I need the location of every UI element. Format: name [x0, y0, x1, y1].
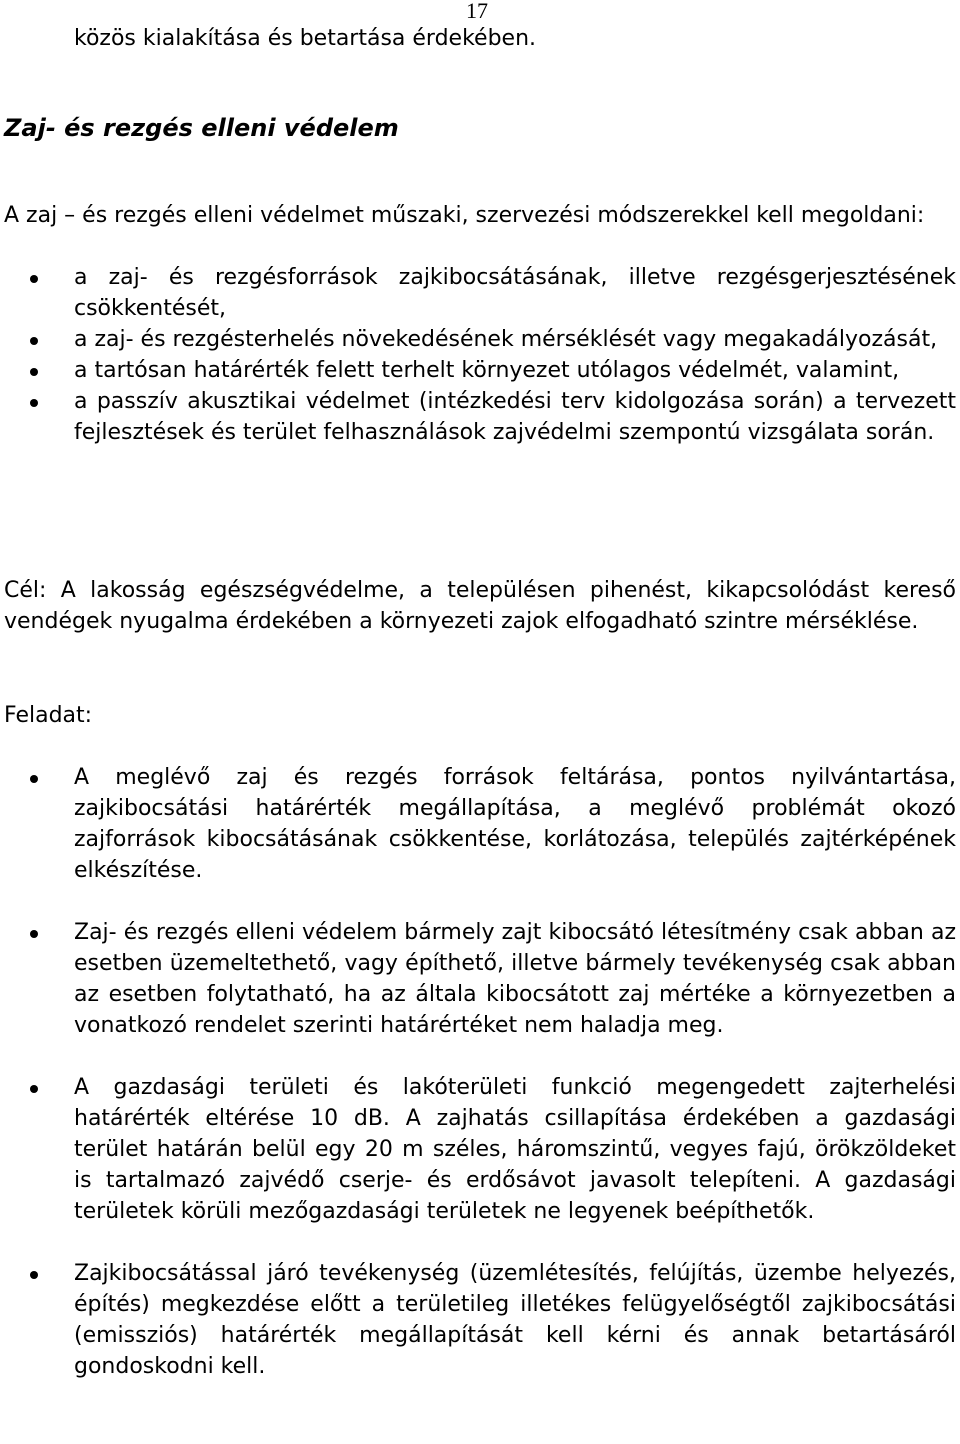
- list-item: [4, 762, 956, 886]
- bullet-icon: [30, 775, 38, 783]
- list-item: [4, 386, 956, 448]
- bullet-icon: [30, 1271, 38, 1279]
- bullet-icon: [30, 275, 38, 283]
- list-item-text: Zajkibocsátással járó tevékenység (üzemlétesítés, felújítás, üzembe helyezés, építés) megkezdése előtt a területileg illetékes felügyelőségtől zajkibocsátási (emissziós) határérték megállapítását kell kérni és annak betartásáról gondoskodni kell.: [74, 1261, 956, 1379]
- list-item: [4, 324, 956, 355]
- list-item-text: Zaj- és rezgés elleni védelem bármely zajt kibocsátó létesítmény csak abban az esetben üzemeltethető, vagy építhető, illetve bármely tevékenység csak abban az esetben folytatható, ha az általa kibocsátott zaj mértéke a környezetben a vonatkozó rendelet szerinti határértéket nem haladja meg.: [74, 920, 956, 1038]
- tasks-list: [4, 762, 956, 1382]
- list-item-text: a zaj- és rezgésforrások zajkibocsátásának, illetve rezgésgerjesztésének csökkentését,: [74, 265, 956, 321]
- bullet-icon: [30, 337, 38, 345]
- bullet-icon: [30, 1085, 38, 1093]
- list-item-text: a tartósan határérték felett terhelt környezet utólagos védelmét, valamint,: [74, 358, 900, 383]
- list-item: [4, 1072, 956, 1227]
- list-item: [4, 355, 956, 386]
- list-item: [4, 917, 956, 1041]
- list-item: [4, 1258, 956, 1382]
- continued-text-line: közös kialakítása és betartása érdekében.: [74, 26, 537, 51]
- intro-paragraph: A zaj – és rezgés elleni védelmet műszaki, szervezési módszerekkel kell megoldani:: [4, 203, 925, 228]
- bullet-icon: [30, 399, 38, 407]
- section-heading: Zaj- és rezgés elleni védelem: [4, 114, 399, 142]
- bullet-icon: [30, 368, 38, 376]
- bullet-icon: [30, 930, 38, 938]
- task-label: Feladat:: [4, 703, 93, 728]
- list-item-text: a zaj- és rezgésterhelés növekedésének mérséklését vagy megakadályozását,: [74, 327, 938, 352]
- page-number: 17: [466, 0, 488, 23]
- list-item: [4, 262, 956, 324]
- list-item-text: A gazdasági területi és lakóterületi funkció megengedett zajterhelési határérték eltérése 10 dB. A zajhatás csillapítása érdekében a gazdasági terület határán belül egy 20 m széles, háromszintű, vegyes fajú, örökzöldeket is tartalmazó zajvédő cserje- és erdősávot javasolt telepíteni. A gazdasági területek körüli mezőgazdasági területek ne legyenek beépíthetők.: [74, 1075, 956, 1224]
- goal-paragraph: Cél: A lakosság egészségvédelme, a településen pihenést, kikapcsolódást kereső vendégek nyugalma érdekében a környezeti zajok elfogadható szintre mérséklése.: [4, 578, 956, 634]
- list-item-text: a passzív akusztikai védelmet (intézkedési terv kidolgozása során) a tervezett fejlesztések és terület felhasználások zajvédelmi szempontú vizsgálata során.: [74, 389, 956, 445]
- measures-list: [4, 262, 956, 448]
- list-item-text: A meglévő zaj és rezgés források feltárása, pontos nyilvántartása, zajkibocsátási határérték megállapítása, a meglévő problémát okozó zajforrások kibocsátásának csökkentése, korlátozása, település zajtérképének elkészítése.: [74, 765, 956, 883]
